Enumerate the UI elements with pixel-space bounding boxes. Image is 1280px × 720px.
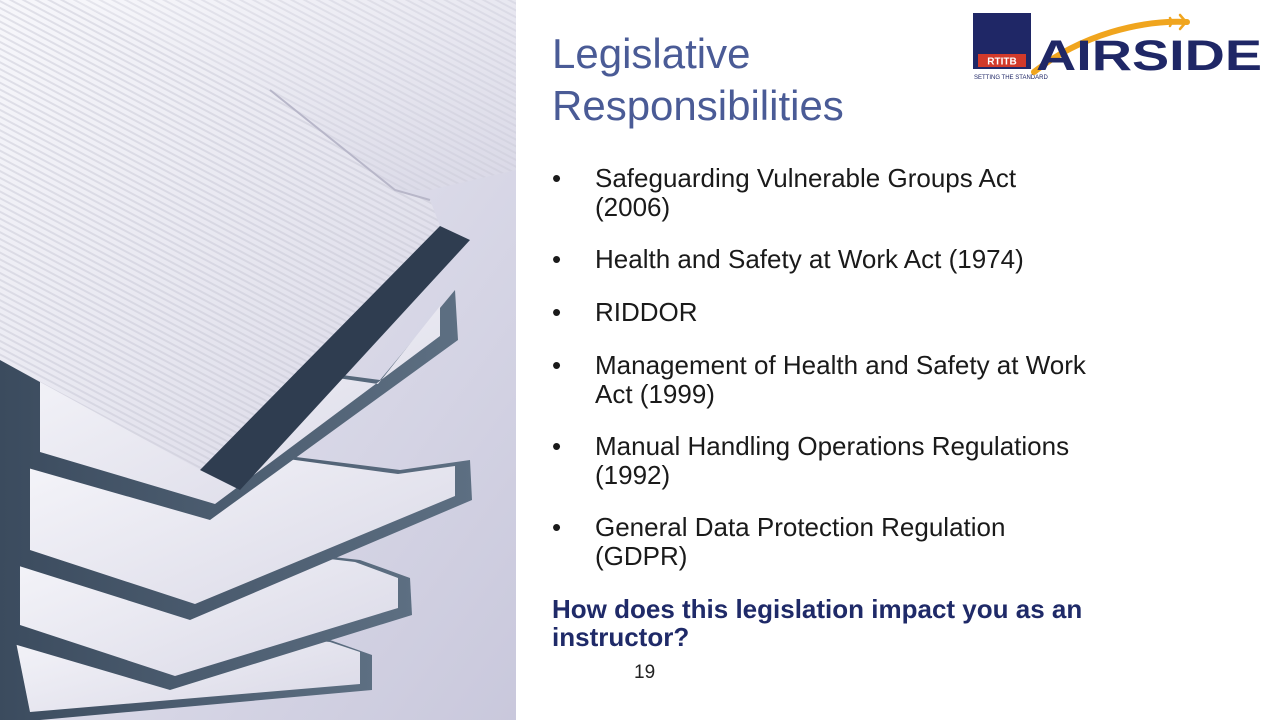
airplane-icon [1168,15,1188,29]
list-item [552,245,1092,274]
slide-title [552,28,844,132]
bullet-dot: • [552,244,562,274]
page-number: 19 [634,662,656,683]
list-item [552,298,1092,327]
bullet-dot: • [552,512,562,542]
books-photo [0,0,516,720]
airside-wordmark: AIRSIDE [1036,32,1262,80]
list-item-text: Safeguarding Vulnerable Groups Act (2006) [595,163,1017,222]
airside-logo [972,12,1264,82]
list-item [552,351,1092,409]
discussion-question: How does this legislation impact you as an instructor? [552,594,1083,652]
list-item [552,513,1092,571]
slide-title-line-2: Responsibilities [552,82,844,129]
rtitb-badge-text: RTITB [987,56,1017,68]
bullet-dot: • [552,431,562,461]
list-item-text: Manual Handling Operations Regulations (1992) [595,431,1070,490]
bullet-dot: • [552,297,562,327]
list-item [552,432,1092,490]
slide-title-line-1: Legislative [552,30,751,77]
rtitb-tagline: SETTING THE STANDARD [974,75,1048,81]
list-item [552,164,1092,222]
list-item-text: Management of Health and Safety at Work Act (1999) [595,350,1086,409]
bullet-dot: • [552,163,562,193]
list-item-text: Health and Safety at Work Act (1974) [595,244,1024,274]
list-item-text: General Data Protection Regulation (GDPR) [595,512,1006,571]
legislation-list [552,164,1092,571]
bullet-dot: • [552,350,562,380]
list-item-text: RIDDOR [595,297,698,327]
